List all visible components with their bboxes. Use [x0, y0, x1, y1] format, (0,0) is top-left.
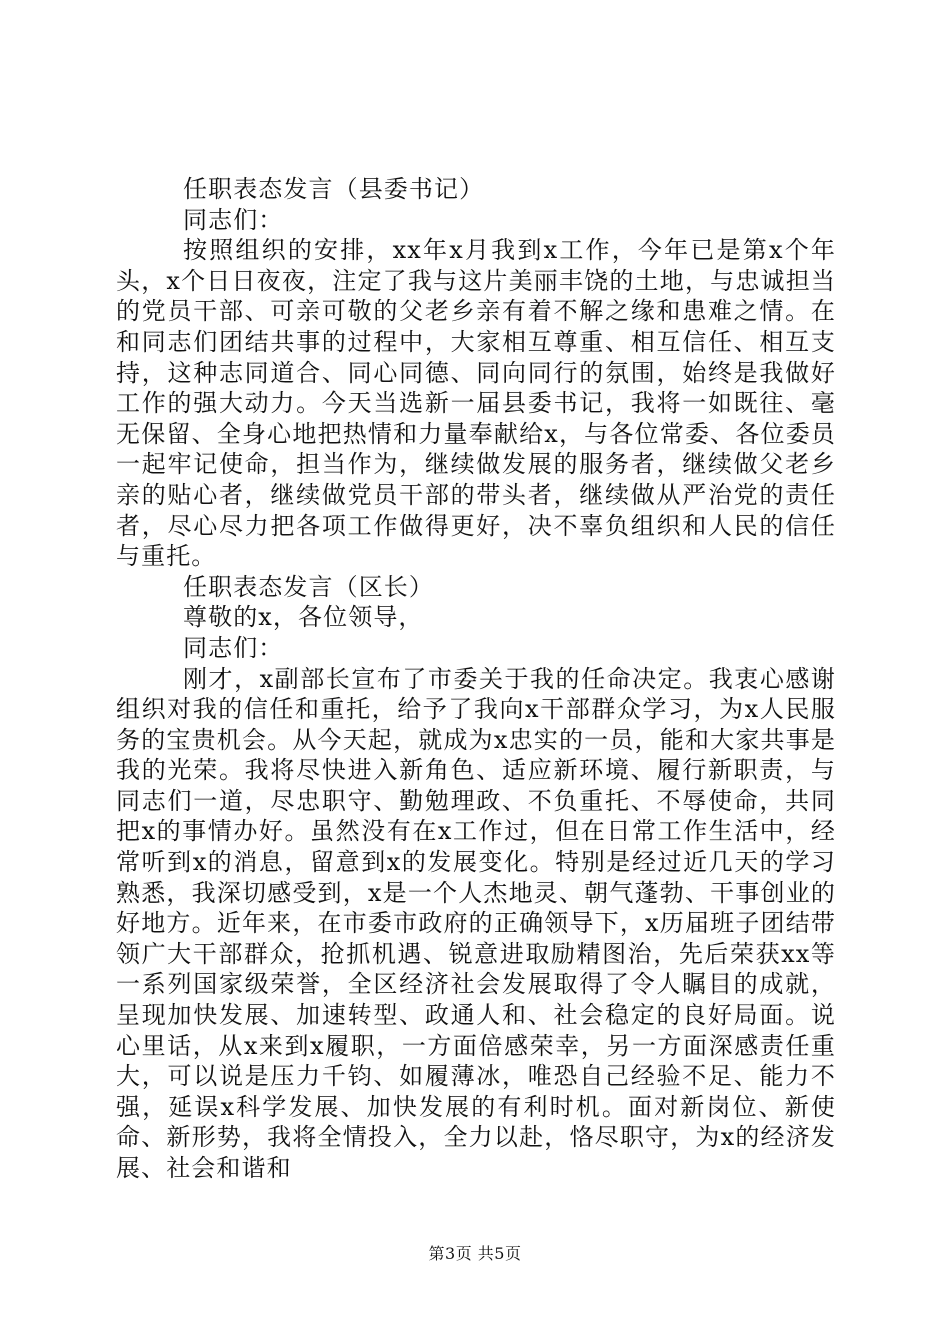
- salutation: 同志们：: [183, 633, 284, 662]
- document-body: [116, 174, 836, 1184]
- speech-title-district-head: 任职表态发言（区长）: [183, 572, 434, 601]
- body-paragraph: 刚才，x副部长宣布了市委关于我的任命决定。我衷心感谢组织对我的信任和重托，给予了我向x干部群众学习，为x人民服务的宝贵机会。从今天起，就成为x忠实的一员，能和大家共事是我的光荣。我将尽快进入新角色、适应新环境、履行新职责，与同志们一道，尽忠职守、勤勉理政、不负重托、不辱使命，共同把x的事情办好。虽然没有在x工作过，但在日常工作生活中，经常听到x的消息，留意到x的发展变化。特别是经过近几天的学习熟悉，我深切感受到，x是一个人杰地灵、朝气蓬勃、干事创业的好地方。近年来，在市委市政府的正确领导下，x历届班子团结带领广大干部群众，抢抓机遇、锐意进取励精图治，先后荣获xx等一系列国家级荣誉，全区经济社会发展取得了令人瞩目的成就，呈现加快发展、加速转型、政通人和、社会稳定的良好局面。说心里话，从x来到x履职，一方面倍感荣幸，另一方面深感责任重大，可以说是压力千钧、如履薄冰，唯恐自己经验不足、能力不强，延误x科学发展、加快发展的有利时机。面对新岗位、新使命、新形势，我将全情投入，全力以赴，恪尽职守，为x的经济发展、社会和谐和: [116, 664, 836, 1182]
- body-paragraph: 按照组织的安排，xx年x月我到x工作，今年已是第x个年头，x个日日夜夜，注定了我与这片美丽丰饶的土地，与忠诚担当的党员干部、可亲可敬的父老乡亲有着不解之缘和患难之情。在和同志们团结共事的过程中，大家相互尊重、相互信任、相互支持，这种志同道合、同心同德、同向同行的氛围，始终是我做好工作的强大动力。今天当选新一届县委书记，我将一如既往、毫无保留、全身心地把热情和力量奉献给x，与各位常委、各位委员一起牢记使命，担当作为，继续做发展的服务者，继续做父老乡亲的贴心者，继续做党员干部的带头者，继续做从严治党的责任者，尽心尽力把各项工作做得更好，决不辜负组织和人民的信任与重托。: [116, 236, 836, 571]
- page-number-footer: 第3页 共5页: [428, 1244, 522, 1263]
- salutation: 同志们：: [183, 205, 284, 234]
- salutation: 尊敬的x，各位领导，: [183, 603, 424, 632]
- speech-title-county-secretary: 任职表态发言（县委书记）: [183, 175, 485, 203]
